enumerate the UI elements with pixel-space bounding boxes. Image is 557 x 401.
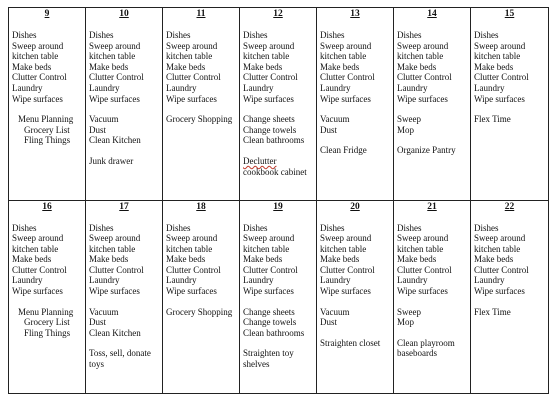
daily-task: Make beds [243, 254, 283, 265]
day-number: 12 [273, 9, 283, 19]
special-task: Straighten closet [320, 337, 381, 348]
daily-task: Sweep around [166, 40, 218, 51]
daily-task: Dishes [474, 30, 499, 40]
daily-task: Clutter Control [166, 72, 221, 83]
weekly-task: Change towels [243, 317, 297, 328]
weekly-task: Clean bathrooms [243, 327, 305, 338]
daily-task: Wipe surfaces [474, 286, 525, 297]
daily-task: Clutter Control [320, 72, 375, 83]
daily-task: Make beds [166, 61, 206, 72]
weekly-task: Dust [89, 317, 107, 328]
weekly-task: Fling Things [24, 135, 71, 146]
daily-task: kitchen table [397, 243, 444, 254]
day-cell [394, 201, 471, 394]
daily-task: kitchen table [89, 51, 136, 62]
day-number: 18 [196, 201, 206, 212]
daily-task: Dishes [12, 222, 37, 233]
chore-calendar-grid [8, 7, 549, 394]
daily-task: Sweep around [166, 233, 218, 244]
daily-task: Sweep around [12, 233, 64, 244]
daily-task: Clutter Control [243, 72, 298, 83]
daily-task: Make beds [89, 61, 129, 72]
daily-task: Dishes [397, 30, 422, 40]
daily-task: Clutter Control [89, 264, 144, 275]
weekly-task: Grocery List [24, 124, 70, 135]
daily-task: Clutter Control [320, 264, 375, 275]
daily-task: Wipe surfaces [474, 93, 525, 104]
daily-task: Laundry [474, 275, 505, 286]
weekly-task: Vacuum [320, 114, 350, 125]
daily-task: Laundry [166, 275, 197, 286]
daily-task: Dishes [243, 30, 268, 40]
day-number: 16 [42, 201, 52, 212]
daily-task: Dishes [243, 222, 268, 233]
day-cell [240, 201, 317, 394]
daily-task: Wipe surfaces [89, 93, 140, 104]
daily-task: Wipe surfaces [320, 93, 371, 104]
special-task: Toss, sell, donate [89, 348, 151, 359]
daily-task: kitchen table [166, 51, 213, 62]
daily-task: Clutter Control [397, 264, 452, 275]
daily-task: Laundry [166, 82, 197, 93]
daily-task: Clutter Control [12, 72, 67, 83]
day-number: 17 [119, 201, 129, 212]
daily-task: Make beds [397, 61, 437, 72]
day-cell [240, 8, 317, 201]
weekly-task: Clean Kitchen [89, 135, 141, 146]
daily-task: Make beds [474, 61, 514, 72]
daily-task: Laundry [243, 275, 274, 286]
daily-task: kitchen table [474, 243, 521, 254]
weekly-task: Vacuum [89, 306, 119, 317]
daily-task: Dishes [320, 222, 345, 233]
daily-task: Dishes [397, 222, 422, 233]
daily-task: Make beds [243, 61, 283, 72]
special-task: toys [89, 359, 105, 370]
special-task: Organize Pantry [397, 145, 456, 156]
daily-task: Make beds [12, 254, 52, 265]
daily-task: Wipe surfaces [320, 286, 371, 297]
weekly-task: Grocery Shopping [166, 306, 233, 317]
daily-task: Wipe surfaces [12, 93, 63, 104]
daily-task: Sweep around [89, 233, 141, 244]
daily-task: Laundry [474, 82, 505, 93]
daily-task: Wipe surfaces [397, 286, 448, 297]
daily-task: Sweep around [243, 233, 295, 244]
weekly-task: Grocery List [24, 317, 70, 328]
special-task: Declutter [243, 155, 277, 166]
daily-task: kitchen table [397, 51, 444, 62]
weekly-task: Mop [397, 317, 415, 328]
special-task: Clean playroom [397, 337, 455, 348]
daily-task: Make beds [320, 254, 360, 265]
weekly-task: Sweep [397, 114, 421, 125]
daily-task: Make beds [474, 254, 514, 265]
daily-task: Make beds [320, 61, 360, 72]
day-cell [86, 201, 163, 394]
day-number: 10 [119, 9, 129, 19]
daily-task: kitchen table [320, 243, 367, 254]
daily-task: Clutter Control [397, 72, 452, 83]
day-cell [317, 8, 394, 201]
day-number: 13 [350, 9, 360, 19]
daily-task: Make beds [397, 254, 437, 265]
weekly-task: Dust [89, 124, 107, 135]
daily-task: Laundry [397, 275, 428, 286]
weekly-task: Change sheets [243, 306, 295, 317]
weekly-task: Flex Time [474, 306, 511, 317]
daily-task: Sweep around [397, 40, 449, 51]
special-task: Junk drawer [89, 155, 134, 166]
daily-task: kitchen table [89, 243, 136, 254]
daily-task: Sweep around [89, 40, 141, 51]
weekly-task: Dust [320, 124, 338, 135]
daily-task: Clutter Control [474, 264, 529, 275]
daily-task: Dishes [166, 222, 191, 233]
daily-task: kitchen table [243, 243, 290, 254]
daily-task: kitchen table [243, 51, 290, 62]
daily-task: kitchen table [166, 243, 213, 254]
daily-task: Dishes [320, 30, 345, 40]
daily-task: Sweep around [474, 233, 526, 244]
daily-task: Dishes [89, 30, 114, 40]
day-cell [471, 201, 548, 394]
daily-task: Laundry [12, 275, 43, 286]
special-task: Straighten toy [243, 348, 294, 359]
daily-task: Clutter Control [166, 264, 221, 275]
day-cell [9, 8, 86, 201]
daily-task: Clutter Control [89, 72, 144, 83]
daily-task: Dishes [89, 222, 114, 233]
daily-task: Laundry [320, 82, 351, 93]
weekly-task: Mop [397, 124, 415, 135]
day-cell [394, 8, 471, 201]
day-number: 9 [44, 9, 50, 19]
weekly-task: Sweep [397, 306, 421, 317]
day-number: 20 [350, 201, 360, 212]
daily-task: Clutter Control [12, 264, 67, 275]
daily-task: Wipe surfaces [12, 286, 63, 297]
daily-task: Make beds [89, 254, 129, 265]
weekly-task: Change sheets [243, 114, 295, 125]
day-number: 19 [273, 201, 283, 212]
weekly-task: Flex Time [474, 114, 511, 125]
special-task: cookbook cabinet [243, 166, 307, 177]
weekly-task: Vacuum [89, 114, 119, 125]
weekly-task: Clean bathrooms [243, 135, 305, 146]
daily-task: kitchen table [474, 51, 521, 62]
daily-task: Wipe surfaces [397, 93, 448, 104]
daily-task: Laundry [243, 82, 274, 93]
daily-task: Wipe surfaces [166, 286, 217, 297]
daily-task: Dishes [474, 222, 499, 233]
day-number: 22 [504, 201, 515, 212]
daily-task: Dishes [166, 30, 191, 40]
daily-task: Clutter Control [243, 264, 298, 275]
weekly-task: Grocery Shopping [166, 114, 233, 125]
day-cell [163, 201, 240, 394]
daily-task: Make beds [166, 254, 206, 265]
daily-task: kitchen table [320, 51, 367, 62]
day-number: 14 [427, 9, 437, 19]
weekly-task: Clean Kitchen [89, 327, 141, 338]
weekly-task: Fling Things [24, 327, 71, 338]
daily-task: Dishes [12, 30, 37, 40]
daily-task: Laundry [89, 82, 120, 93]
daily-task: Sweep around [243, 40, 295, 51]
day-cell [317, 201, 394, 394]
daily-task: Laundry [89, 275, 120, 286]
daily-task: Wipe surfaces [89, 286, 140, 297]
day-number: 15 [504, 9, 515, 19]
special-task: Clean Fridge [320, 145, 367, 156]
daily-task: Laundry [397, 82, 428, 93]
weekly-task: Menu Planning [18, 114, 74, 125]
day-cell [163, 8, 240, 201]
weekly-task: Menu Planning [18, 306, 74, 317]
day-number: 21 [427, 201, 437, 212]
special-task: shelves [243, 359, 270, 370]
special-task: baseboards [397, 348, 437, 359]
weekly-task: Dust [320, 317, 338, 328]
daily-task: kitchen table [12, 51, 59, 62]
daily-task: Sweep around [320, 40, 372, 51]
daily-task: Laundry [320, 275, 351, 286]
day-cell [86, 8, 163, 201]
daily-task: Wipe surfaces [243, 286, 294, 297]
daily-task: Wipe surfaces [166, 93, 217, 104]
daily-task: Make beds [12, 61, 52, 72]
daily-task: kitchen table [12, 243, 59, 254]
daily-task: Sweep around [474, 40, 526, 51]
day-number: 11 [196, 9, 206, 19]
daily-task: Laundry [12, 82, 43, 93]
weekly-task: Vacuum [320, 306, 350, 317]
day-cell [9, 201, 86, 394]
day-cell [471, 8, 548, 201]
daily-task: Wipe surfaces [243, 93, 294, 104]
weekly-task: Change towels [243, 124, 297, 135]
daily-task: Sweep around [12, 40, 64, 51]
daily-task: Clutter Control [474, 72, 529, 83]
daily-task: Sweep around [397, 233, 449, 244]
daily-task: Sweep around [320, 233, 372, 244]
